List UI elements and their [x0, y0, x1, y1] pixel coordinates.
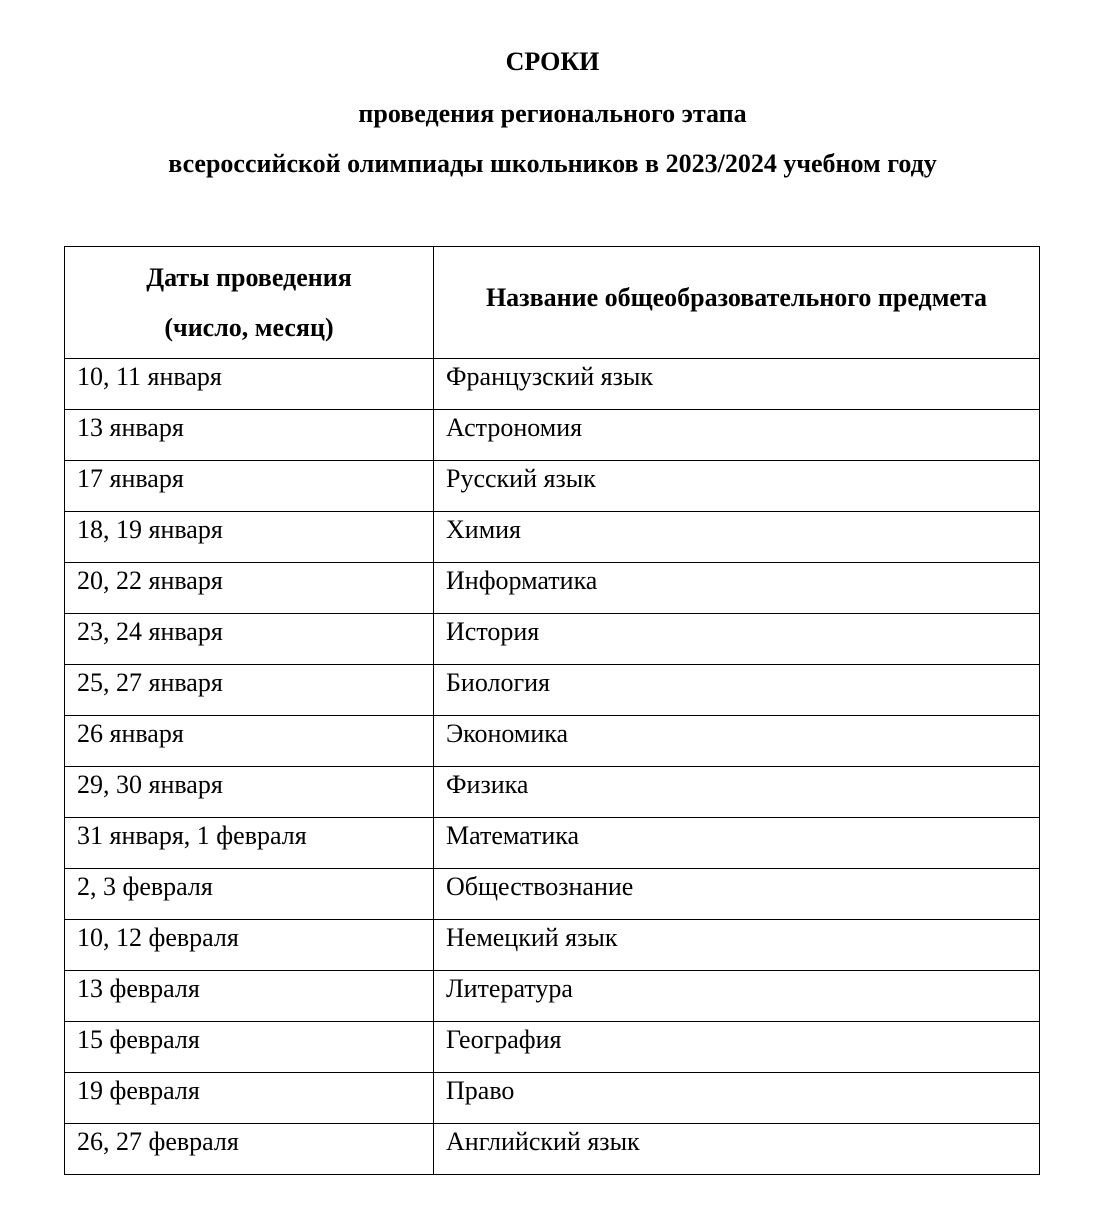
table-row	[65, 1073, 1040, 1124]
cell-subject: Литература	[434, 971, 1040, 1022]
table-row	[65, 512, 1040, 563]
cell-subject: Экономика	[434, 716, 1040, 767]
cell-subject: Обществознание	[434, 869, 1040, 920]
table-row	[65, 563, 1040, 614]
cell-subject: Астрономия	[434, 410, 1040, 461]
table-row	[65, 359, 1040, 410]
table-row	[65, 971, 1040, 1022]
header-subject: Название общеобразовательного предмета	[434, 247, 1040, 359]
document-subtitle-line2: всероссийской олимпиады школьников в 2023/2024 учебном году	[168, 149, 937, 178]
cell-date: 15 февраля	[65, 1022, 434, 1073]
table-row	[65, 869, 1040, 920]
table-row	[65, 716, 1040, 767]
cell-subject: Математика	[434, 818, 1040, 869]
document-subtitle-line1: проведения регионального этапа	[358, 99, 747, 128]
cell-subject: Физика	[434, 767, 1040, 818]
cell-subject: Право	[434, 1073, 1040, 1124]
document-title: СРОКИ	[505, 47, 600, 76]
table-header-row	[65, 247, 1040, 359]
cell-date: 2, 3 февраля	[65, 869, 434, 920]
cell-date: 13 февраля	[65, 971, 434, 1022]
table-row	[65, 1124, 1040, 1175]
header-dates-line1: Даты проведения	[146, 262, 352, 292]
schedule-table	[64, 246, 1040, 1175]
cell-subject: Биология	[434, 665, 1040, 716]
cell-date: 23, 24 января	[65, 614, 434, 665]
cell-date: 26, 27 февраля	[65, 1124, 434, 1175]
cell-date: 25, 27 января	[65, 665, 434, 716]
cell-date: 29, 30 января	[65, 767, 434, 818]
cell-date: 17 января	[65, 461, 434, 512]
header-dates	[65, 247, 434, 359]
cell-date: 19 февраля	[65, 1073, 434, 1124]
cell-date: 18, 19 января	[65, 512, 434, 563]
table-row	[65, 665, 1040, 716]
cell-date: 20, 22 января	[65, 563, 434, 614]
cell-subject: Немецкий язык	[434, 920, 1040, 971]
table-row	[65, 1022, 1040, 1073]
table-row	[65, 461, 1040, 512]
header-dates-line2: (число, месяц)	[164, 312, 334, 342]
table-row	[65, 614, 1040, 665]
table-row	[65, 410, 1040, 461]
table-row	[65, 818, 1040, 869]
cell-subject: Английский язык	[434, 1124, 1040, 1175]
cell-subject: Французский язык	[434, 359, 1040, 410]
cell-date: 13 января	[65, 410, 434, 461]
cell-date: 31 января, 1 февраля	[65, 818, 434, 869]
cell-subject: История	[434, 614, 1040, 665]
cell-date: 10, 11 января	[65, 359, 434, 410]
cell-subject: География	[434, 1022, 1040, 1073]
cell-subject: Информатика	[434, 563, 1040, 614]
cell-date: 10, 12 февраля	[65, 920, 434, 971]
cell-subject: Химия	[434, 512, 1040, 563]
table-row	[65, 767, 1040, 818]
table-row	[65, 920, 1040, 971]
cell-subject: Русский язык	[434, 461, 1040, 512]
cell-date: 26 января	[65, 716, 434, 767]
